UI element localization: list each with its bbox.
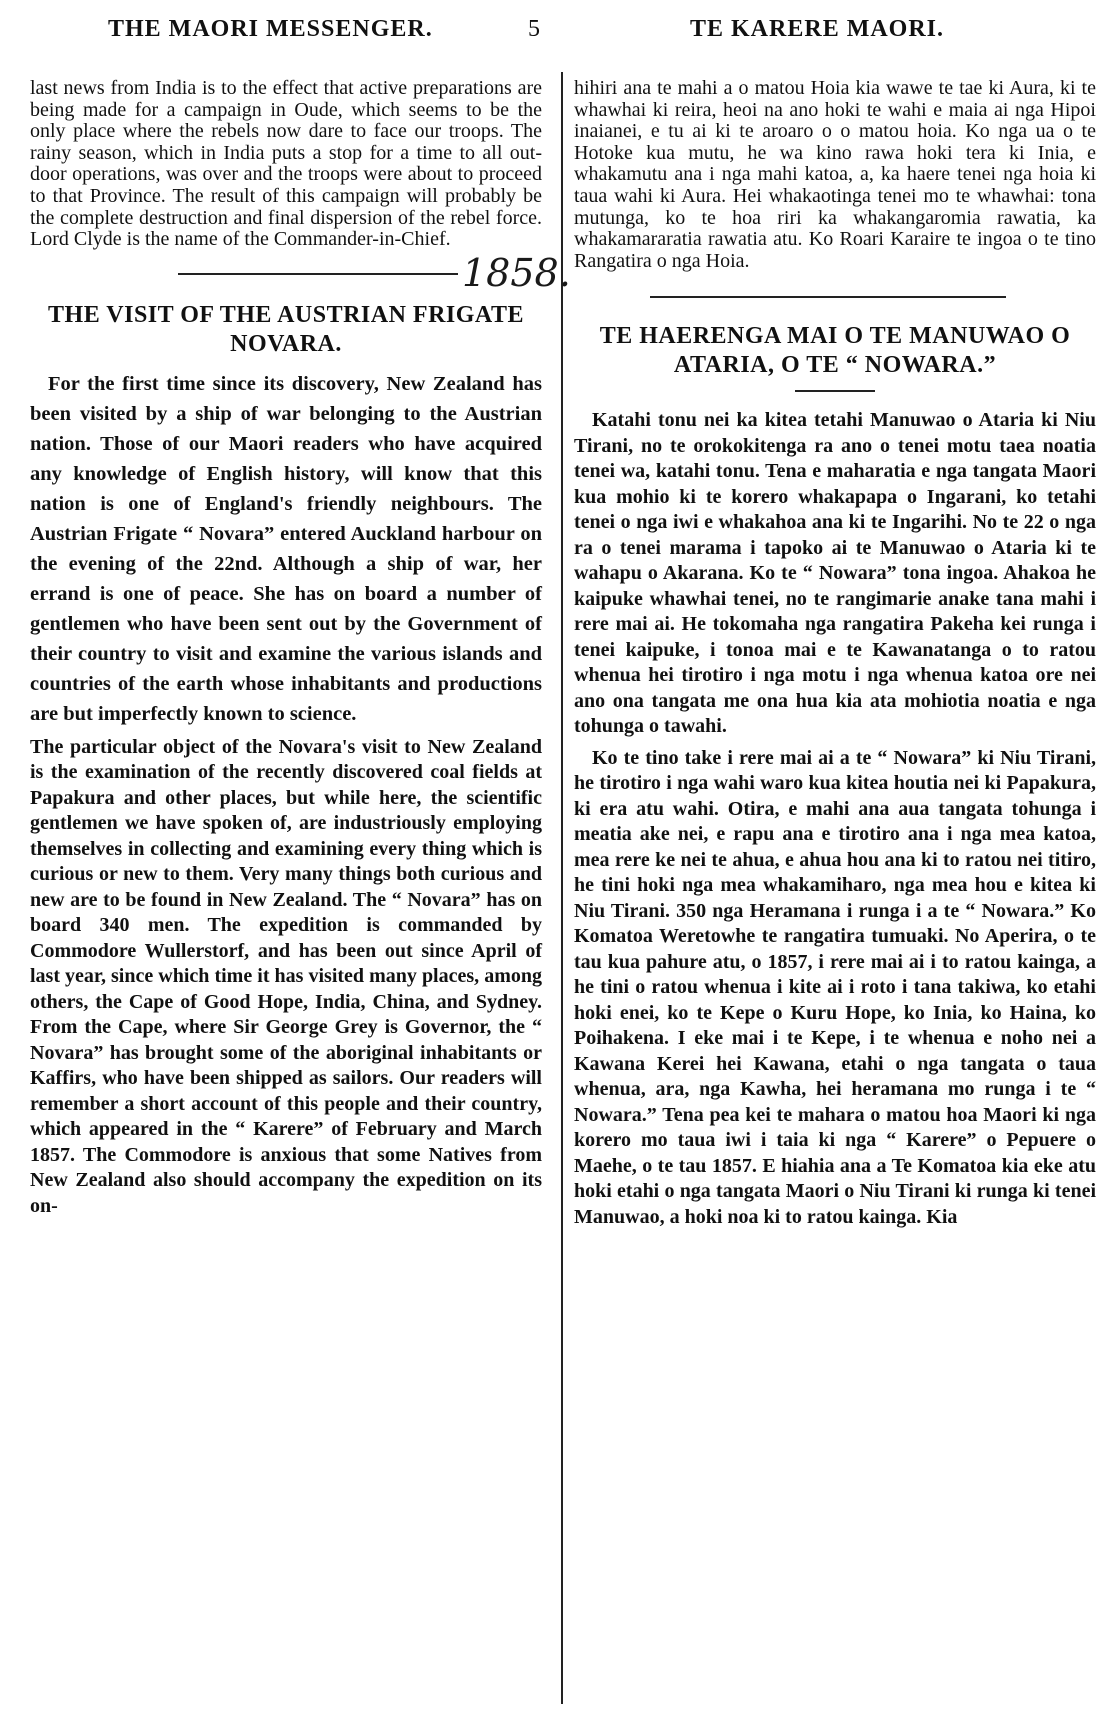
page-number: 5 [528,16,541,42]
novara-paragraph-1: For the first time since its discovery, New Zealand has been visited by a ship of war belonging to the Austrian nation. Those of our Maori readers who have acquired any knowledge of English history, will know that this nation is one of England's friendly neighbours. The Austrian Frigate “ Novara” entered Auckland harbour on the evening of the 22nd. Although a ship of war, her errand is one of peace. She has on board a number of gentlemen who have been sent out by the Government of their country to visit and examine the various islands and countries of the earth whose inhabitants and productions are but imperfectly known to science. [30,372,542,725]
novara-heading-maori: TE HAERENGA MAI O TE MANUWAO O ATARIA, O TE “ NOWARA.” [599,323,1071,379]
india-news-paragraph: last news from India is to the effect that active preparations are being made for a campaign in Oude, which seems to be the only place where the rebels now dare to face our troops. The rainy season, which in India puts a stop for a time to all out-door operations, was over and the troops were about to proceed to that Province. The result of this campaign will probably be the complete destruction and final dispersion of the rebel force. Lord Clyde is the name of the Commander-in-Chief. [30,77,542,251]
novara-heading-english: THE VISIT OF THE AUSTRIAN FRIGATE NOVARA. [48,301,524,357]
separator-rule [178,273,458,275]
english-column [30,77,571,1225]
maori-column [574,78,1096,1236]
separator-rule-maori [650,296,1006,298]
masthead-english-title: THE MAORI MESSENGER. [108,16,433,42]
masthead-maori-title: TE KARERE MAORI. [690,16,945,42]
column-divider [561,72,563,1704]
novara-paragraph-2-maori: Ko te tino take i rere mai ai a te “ Nowara” ki Niu Tirani, he tirotiro i nga wahi waro kua kitea houtia nei ki Papakura, ki era atu wahi. Otira, e mahi ana aua tangata tohunga i meatia ake nei, e rapu ana e tirotiro ana i nga mea katoa, mea rere ke nei te ahua, e ahua hou ana ki to ratou nei titiro, he tini hoki nga mea whakamiharo, nga mea hou e kitea ki Niu Tirani. 350 nga Heramana i runga i a te “ Nowara.” Ko Komatoa Weretowhe te rangatira tumuaki. No Aperira, o te tau kua pahure atu, o 1857, i rere mai ai i to ratou kainga, a he tini o ratou whenua i kite ai i roto i tana takiwa, ko etahi hoki enei, ko te Kepe o Kuru Hope, ko Inia, ko Haina, ko Poihakena. I eke mai i te Kepe, i te whenua e noho nei a Kawana Kerei hei Kawana, etahi o nga tangata o taua whenua, ara, nga Kawha, hei heramana mo runga i te “ Nowara.” Tena pea kei te mahara o matou hoa Maori ki nga korero mo taua iwi i taia ki nga “ Karere” o Pepuere o Maehe, o te tau 1857. E hiahia ana a Te Komatoa kia eke atu hoki etahi o nga tangata Maori o Niu Tirani ki runga ki tenei Manuwao, a hoki noa ki to ratou kainga. Kia [574,746,1096,1228]
novara-paragraph-1-maori: Katahi tonu nei ka kitea tetahi Manuwao o Ataria ki Niu Tirani, no te orokokitenga ra ano o tenei motu taea noatia tenei wa, katahi tonu. Tena e maharatia e nga tangata Maori kua mohio ki te korero whakapapa o Ingarani, ko tetahi tenei o nga iwi e whakahoa ana ki te Ingarihi. No te 22 o nga ra o tenei marama i tapoko ai te Manuwao o Ataria ki te wahapu o Akarana. Ko te “ Nowara” tona ingoa. Ahakoa he kaipuke whawhai tenei, no te rangimarie anake tana mahi i rere mai ai. He tokomaha nga rangatira Pakeha kei runga i tenei kaipuke, i tonoa mai e te Kawanatanga o to ratou whenua hei tirotiro i nga motu i nga whenua katoa ore nei ano ona tangata me ona hua kia ata mohiotia noatia e nga tohunga o tawahi. [574,409,1096,738]
masthead [0,0,1114,60]
novara-paragraph-2: The particular object of the Novara's visit to New Zealand is the examination of the recently discovered coal fields at Papakura and other places, but while here, the scientific gentlemen we have spoken of, are industriously employing themselves in collecting and examining every thing which is curious or new to them. Very many things both curious and new are to be found in New Zealand. The “ Novara” has on board 340 men. The expedition is commanded by Commodore Wullerstorf, and has been out since April of last year, since which time it has visited many places, among others, the Cape of Good Hope, India, China, and Sydney. From the Cape, where Sir George Grey is Governor, the “ Novara” has brought some of the aboriginal inhabitants or Kaffirs, who have been shipped as sailors. Our readers will remember a short account of this people and their country, which appeared in the “ Karere” of February and March 1857. The Commodore is anxious that some Natives from New Zealand also should accompany the expedition on its on- [30,735,542,1217]
india-news-paragraph-maori: hihiri ana te mahi a o matou Hoia kia wawe te tae ki Aura, ki te whawhai ki reira, heoi na ano hoki te wahi e maia ai nga Hipoi inaianei, e tu ai ki te aroaro o o matou hoia. Ko nga ua o te Hotoke kua mutu, he wa kino rawa hoki tera ki Inia, e whakamutu ana i nga mahi katoa, a, ka haere tenei nga hoia ki taua wahi ki Aura. Hei whakaotinga tenei mo te whawhai: tona mutunga, ko te hoa riri ka whakangaromia rawatia, ka whakamararatia rawatia atu. Ko Roari Karaire te ingoa o te tino Rangatira o nga Hoia. [574,77,1096,272]
heading-underline [795,390,875,392]
section-separator-maori [574,278,1096,312]
handwritten-year-annotation: 1858. [462,250,571,295]
section-separator [30,250,571,295]
